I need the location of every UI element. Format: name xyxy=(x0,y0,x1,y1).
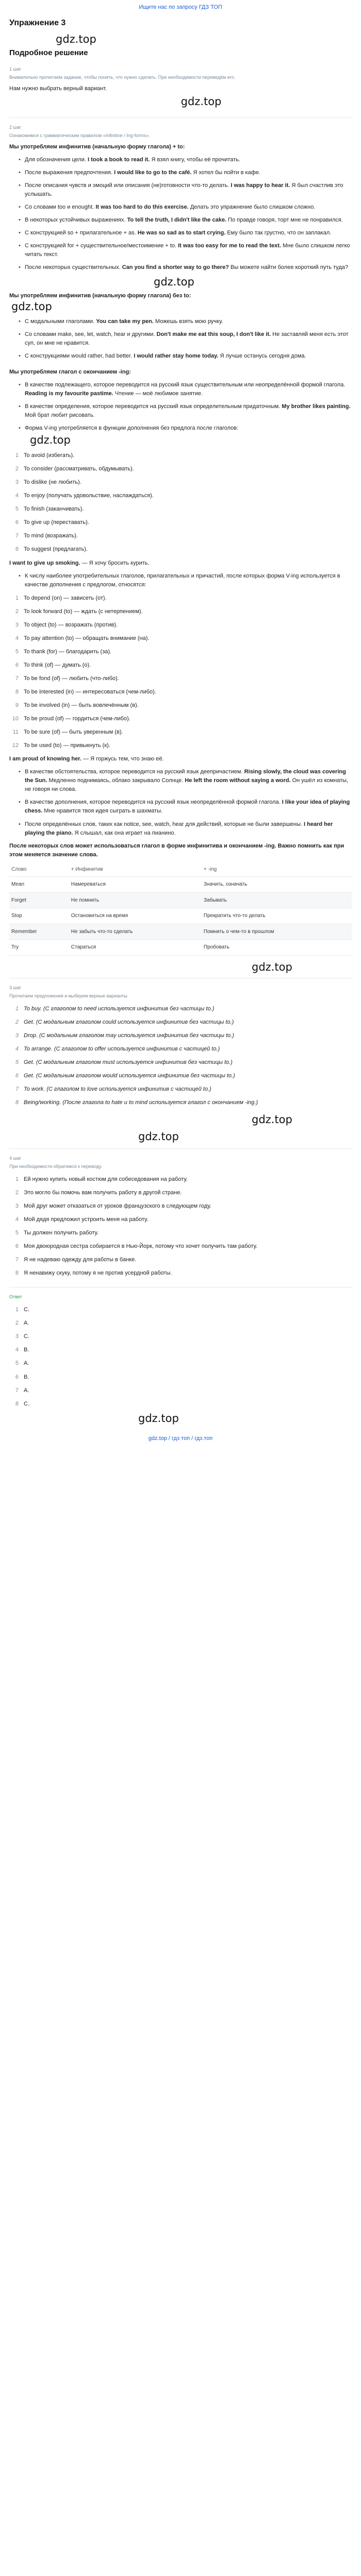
answer-item: 5 A. xyxy=(15,1360,29,1367)
list-item: 5 To thank (for) — благодарить (за). xyxy=(15,648,112,655)
list-item: • В качестве дополнения, которое переводится на русский язык неопределённой формой глагола. I like your idea of playing chess. Мне нравится твоя идея сыграть в шахматы. xyxy=(19,798,352,816)
step-4-hint: При необходимости обратимся к переводу. xyxy=(9,1164,103,1170)
table-header: + Инфинитив xyxy=(69,862,202,877)
table-row xyxy=(9,924,352,940)
table-row xyxy=(9,940,352,956)
exercise-title: Упражнение 3 xyxy=(9,19,66,28)
example-proud: I am proud of knowing her. — Я горжусь тем, что знаю её. xyxy=(9,756,164,762)
divider xyxy=(9,117,352,118)
list-item: • После выражения предпочтения. I would like to go to the café. Я хотел бы пойти в кафе. xyxy=(19,168,352,177)
watermark: gdz.top xyxy=(180,95,222,108)
list-item: • После определённых слов, таких как notice, see, watch, hear для действий, которые не были завершены. I heard her playing the piano. Я слышал, как она играет на пианино. xyxy=(19,820,352,838)
list-item: • Форма V-ing употребляется в функции дополнения без предлога после глаголов: xyxy=(19,424,352,433)
list-item: • К числу наиболее употребительных глаголов, прилагательных и причастий, после которых форма V-ing используется в качестве дополнения с предлогом, относятся: xyxy=(19,572,352,589)
list-item: 2 Это могло бы помочь вам получить работу в другой стране. xyxy=(15,1190,182,1196)
step-1-label: 1 шаг xyxy=(9,66,22,72)
table-cell: Try xyxy=(9,940,69,956)
list-item: 3 To dislike (не любить). xyxy=(15,479,81,486)
table-cell: Прекратить что-то делать xyxy=(202,908,352,924)
list-item: 3 To object (to) — возражать (против). xyxy=(15,621,118,628)
watermark: gdz.top xyxy=(11,300,52,313)
top-search-link[interactable] xyxy=(9,0,352,15)
watermark: gdz.top xyxy=(30,434,71,447)
divider xyxy=(9,1148,352,1149)
list-item: 6 Get. (С модальным глаголом would используется инфинитив без частицы to.) xyxy=(15,1072,235,1079)
footer-links: gdz.top / гдз топ / гдз.топ xyxy=(148,1435,213,1442)
list-item: 11 To be sure (of) — быть уверенным (в). xyxy=(12,729,123,736)
footer-link[interactable]: гдз.топ xyxy=(194,1435,213,1442)
table-cell: Остановиться на время xyxy=(69,908,202,924)
list-item: • С конструкцией so + прилагательное + as. He was so sad as to start crying. Ему было так грустно, что он заплакал. xyxy=(19,229,352,238)
list-item: 4 To enjoy (получать удовольствие, наслаждаться). xyxy=(15,493,154,499)
list-item: 8 Being/working. (После глагола to hate и to mind используется глагол с окончанием -ing.) xyxy=(15,1099,258,1106)
list-item: 4 To pay attention (to) — обращать внимание (на). xyxy=(15,635,150,641)
table-intro: После некоторых слов может использоваться глагол в форме инфинитива и окончанием -ing. Важно помнить как при этом меняется значение слова. xyxy=(9,842,344,858)
list-item: • С модальными глаголами. You can take my pen. Можешь взять мою ручку. xyxy=(19,317,352,326)
list-item: 8 Я ненавижу скуку, потому я не против усердной работы. xyxy=(15,1270,172,1277)
list-item: 1 To depend (on) — зависеть (от). xyxy=(15,595,107,601)
list-item: 1 To avoid (избегать). xyxy=(15,452,75,459)
list-item: 7 To be fond (of) — любить (что-либо). xyxy=(15,675,119,682)
verbs-no-preposition-list xyxy=(9,451,352,554)
list-item: • В качестве подлежащего, которое переводится на русский язык существительным или неопределённой формой глагола. Reading is my favourite pastime. Чтение — моё любимое занятие. xyxy=(19,381,352,398)
list-item: 7 To mind (возражать). xyxy=(15,533,78,539)
list-item: • Со словами make, see, let, watch, hear и другими. Don't make me eat this soup, I don't like it. Не заставляй меня есть этот суп, он мне не нравится. xyxy=(19,330,352,348)
prep-intro-list xyxy=(9,572,352,589)
watermark xyxy=(56,34,352,46)
solution-heading: Подробное решение xyxy=(9,48,88,57)
table-cell: Stop xyxy=(9,908,69,924)
list-item: 5 Get. (С модальным глаголом must используется инфинитив без частицы to.) xyxy=(15,1059,233,1065)
list-item: 2 To consider (рассматривать, обдумывать). xyxy=(15,466,134,472)
list-item: 1 To buy. (С глаголом to need используется инфинитив без частицы to.) xyxy=(15,1005,215,1012)
list-item: 7 To work. (С глаголом to love используется инфинитив с частицей to.) xyxy=(15,1086,211,1092)
verb-meaning-table xyxy=(9,862,352,956)
ing-more-list xyxy=(9,768,352,837)
answer-item: 8 C. xyxy=(15,1400,29,1407)
list-item: 6 To think (of) — думать (о). xyxy=(15,662,91,668)
verbs-with-preposition-list xyxy=(9,594,352,751)
watermark: gdz.top xyxy=(252,1113,292,1126)
step-3-hint: Прочитаем предложения и выберем верные варианты. xyxy=(9,993,129,998)
list-item: 2 To look forward (to) — ждать (с нетерпением). xyxy=(15,608,143,615)
table-cell: Стараться xyxy=(69,940,202,956)
step-4-list xyxy=(9,1175,352,1278)
step-1-text: Нам нужно выбрать верный вариант. xyxy=(9,86,107,92)
list-item: • В некоторых устойчивых выражениях. To tell the truth, I didn't like the cake. По правде говоря, торт мне не понравился. xyxy=(19,216,352,225)
example-give-up: I want to give up smoking. — Я хочу бросить курить. xyxy=(9,560,150,566)
table-cell: Забывать xyxy=(202,892,352,908)
table-cell: Remember xyxy=(9,924,69,940)
table-cell: Mean xyxy=(9,877,69,893)
list-item: 5 To finish (заканчивать). xyxy=(15,506,84,513)
table-header-row xyxy=(9,862,352,877)
list-item: 10 To be proud (of) — гордиться (чем-либо). xyxy=(12,716,130,722)
step-2-label: 2 шаг xyxy=(9,125,22,130)
answer-item: 4 B. xyxy=(15,1347,29,1353)
watermark: gdz.top xyxy=(138,1130,179,1143)
answer-item: 2 A. xyxy=(15,1320,29,1327)
list-item: • После некоторых существительных. Can you find a shorter way to go there? Вы можете найти более короткий путь туда? xyxy=(19,263,352,272)
table-header: Слово xyxy=(9,862,69,877)
table-cell: Не помнить xyxy=(69,892,202,908)
table-cell: Не забыть что-то сделать xyxy=(69,924,202,940)
footer-link[interactable]: gdz.top xyxy=(148,1435,167,1442)
footer-link[interactable]: гдз топ xyxy=(172,1435,190,1442)
list-item: 3 Drop. (С модальным глаголом may используется инфинитив без частицы to.) xyxy=(15,1032,234,1039)
list-item: • Со словами too и enought. It was too hard to do this exercise. Делать это упражнение было слишком сложно. xyxy=(19,203,352,212)
list-item: 6 To give up (переставать). xyxy=(15,519,89,526)
ing-list xyxy=(9,381,352,433)
answer-item: 7 A. xyxy=(15,1387,29,1394)
list-item: 4 Мой дядя предложил устроить меня на работу. xyxy=(15,1216,149,1223)
table-header: + -ing xyxy=(202,862,352,877)
table-cell: Пробовать xyxy=(202,940,352,956)
table-row xyxy=(9,892,352,908)
list-item: • В качестве определения, которое переводится на русский язык определительным придаточным. My brother likes painting. Мой брат любит рисовать. xyxy=(19,402,352,420)
list-item: • С конструкцией for + существительное/местоимение + to. It was too easy for me to read the text. Мне было слишком легко читать текст. xyxy=(19,242,352,259)
list-item: 8 To suggest (предлагать). xyxy=(15,546,88,553)
list-item: 5 Ты должен получить работу. xyxy=(15,1230,99,1236)
list-item: • В качестве обстоятельства, которое переводится на русский язык деепричастием. Rising slowly, the cloud was covering the Sun. Медленно поднимаясь, облако закрывало Солнце. He left the room without saying a word. Он ушёл из комнаты, не говоря ни слова. xyxy=(19,768,352,794)
table-cell: Помнить о чем-то в прошлом xyxy=(202,924,352,940)
infinitive-no-to-list xyxy=(9,317,352,361)
list-item: 6 Моя двоюродная сестра собирается в Нью-Йорк, потому что хочет получить там работу. xyxy=(15,1243,258,1250)
list-item: 12 To be used (to) — привыкнуть (к). xyxy=(12,742,110,749)
infinitive-to-list xyxy=(9,156,352,272)
list-item: 2 Get. (С модальным глаголом could используется инфинитив без частицы to.) xyxy=(15,1019,234,1025)
step-4-label: 4 шаг xyxy=(9,1156,22,1161)
watermark: gdz.top xyxy=(138,1412,179,1425)
table-cell: Forget xyxy=(9,892,69,908)
watermark: gdz.top xyxy=(154,275,194,288)
table-row xyxy=(9,908,352,924)
list-item: 8 To be interested (in) — интересоваться (чем-либо). xyxy=(15,689,156,695)
answer-item: 6 B. xyxy=(15,1374,29,1380)
answer-list xyxy=(9,1306,352,1408)
table-row xyxy=(9,877,352,893)
step-3-list xyxy=(9,1005,352,1107)
list-item: 7 Я не надеваю одежду для работы в банке. xyxy=(15,1257,137,1263)
rule-ing: Мы употребляем глагол с окончанием -ing: xyxy=(9,368,131,375)
watermark: gdz.top xyxy=(252,960,292,973)
step-3-label: 3 шаг xyxy=(9,985,22,990)
step-2-hint: Ознакомимся с грамматическим правилом «Infinitive / Ing-forms». xyxy=(9,133,150,139)
rule-infinitive-no-to: Мы употребляем инфинитив (начальную форму глагола) без to: xyxy=(9,292,191,299)
answer-label: Ответ xyxy=(9,1294,22,1300)
list-item: • С конструкциями would rather, had better. I would rather stay home today. Я лучше останусь сегодня дома. xyxy=(19,352,352,361)
list-item: • Для обозначения цели. I took a book to read it. Я взял книгу, чтобы её прочитать. xyxy=(19,156,352,164)
rule-infinitive-to: Мы употребляем инфинитив (начальную форму глагола) + to: xyxy=(9,143,185,150)
list-item: 4 To arrange. (С глаголом to offer используется инфинитив с частицей to.) xyxy=(15,1045,220,1052)
top-search-link-text[interactable]: Ищите нас по запросу ГДЗ ТОП xyxy=(139,4,222,10)
list-item: 1 Ей нужно купить новый костюм для собеседования на работу. xyxy=(15,1176,188,1182)
list-item: 3 Мой друг может отказаться от уроков французского в следующем году. xyxy=(15,1203,211,1210)
answer-item: 1 C. xyxy=(15,1307,29,1313)
list-item: 9 To be involved (in) — быть вовлечённым (в). xyxy=(15,702,139,709)
table-cell: Значить, означать xyxy=(202,877,352,893)
list-item: • После описания чувств и эмоций или описания (не)готовности что-то делать. I was happy to hear it. Я был счастлив это услышать. xyxy=(19,181,352,199)
table-cell: Намереваться xyxy=(69,877,202,893)
answer-item: 3 C. xyxy=(15,1333,29,1340)
watermark-text: gdz.top xyxy=(56,32,96,45)
step-1-hint: Внимательно прочитаем задание, чтобы понять, что нужно сделать. При необходимости переведём его. xyxy=(9,75,236,80)
